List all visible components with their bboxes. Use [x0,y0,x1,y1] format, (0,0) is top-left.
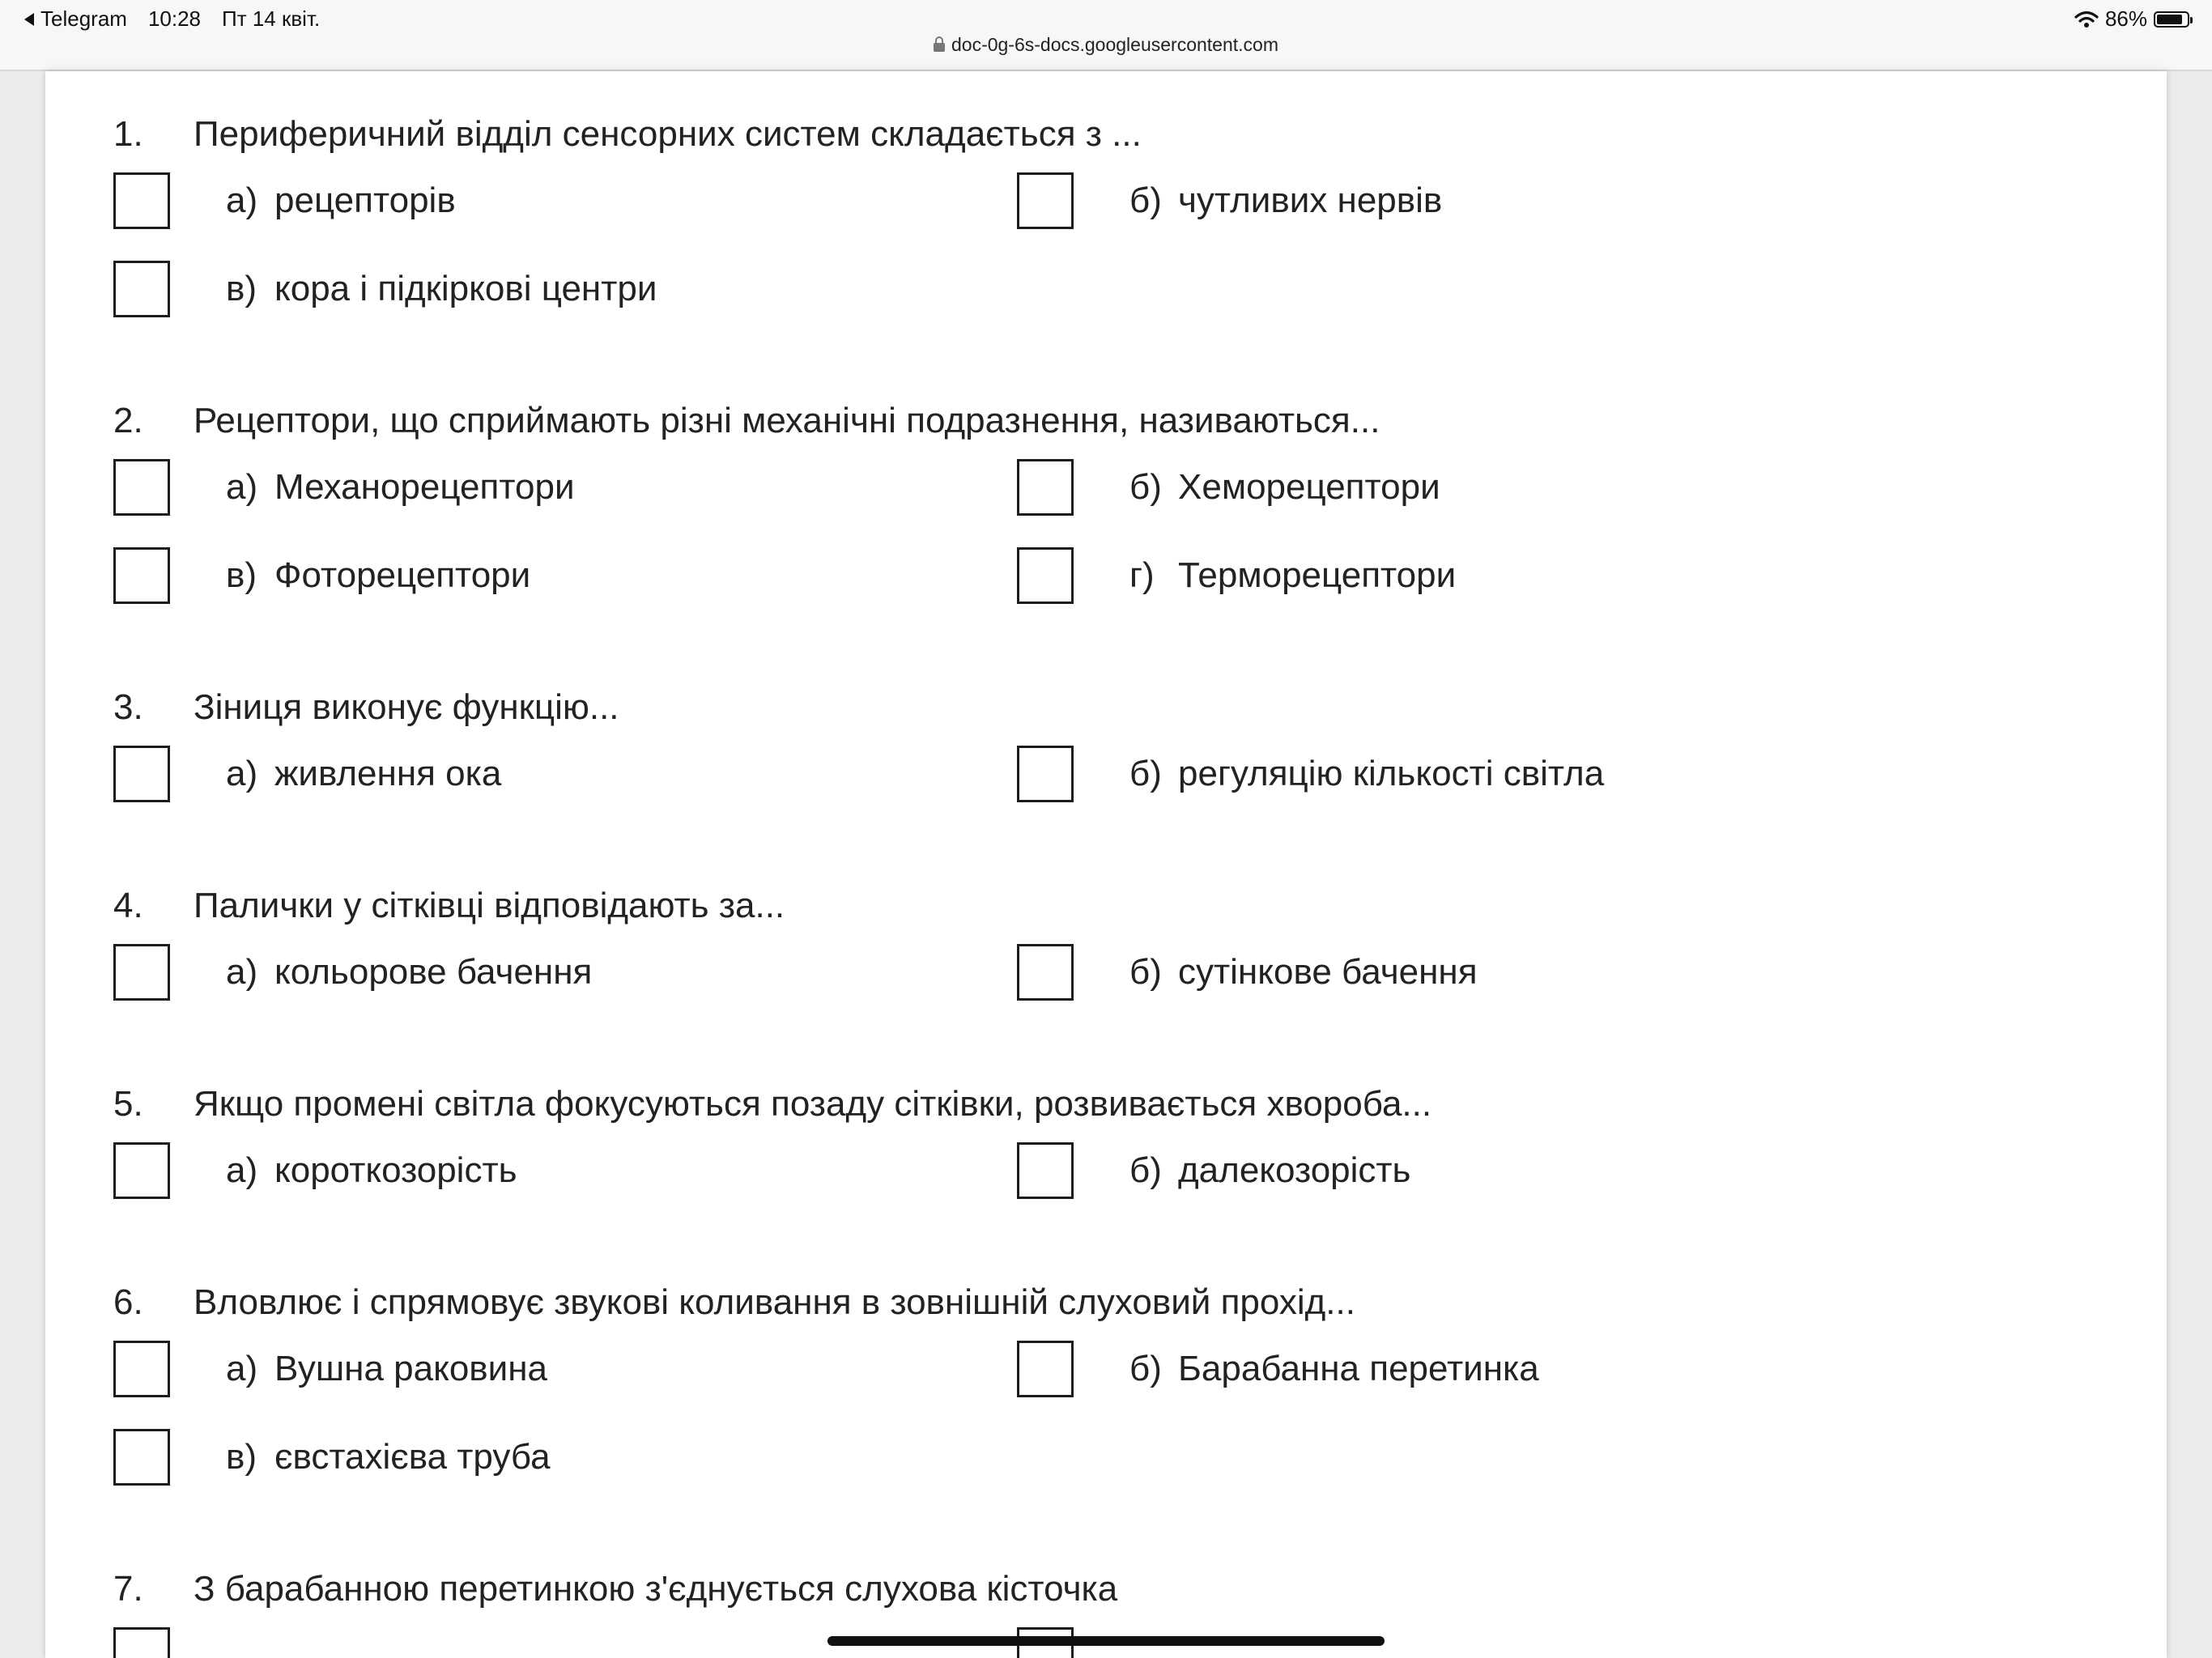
option-text: далекозорість [1178,1150,1411,1190]
question-title [45,679,2167,736]
option-letter: а) [226,952,258,992]
options-row [45,934,2167,1022]
option-text: рецепторів [274,181,456,220]
options-row [45,251,2167,339]
question-text: Вловлює і спрямовує звукові коливання в зовнішній слуховий прохід... [194,1282,1355,1322]
option-checkbox[interactable] [113,746,170,802]
question-title [45,1076,2167,1133]
question-text: Палички у сітківці відповідають за... [194,886,785,925]
question-2 [45,393,2167,626]
option-checkbox[interactable] [113,1429,170,1486]
question-6 [45,1274,2167,1507]
options-row [45,736,2167,824]
status-bar-right [2074,6,2189,32]
option-letter: а) [226,1150,258,1190]
back-arrow-icon[interactable] [24,13,34,26]
battery-fill [2157,15,2182,24]
question-4 [45,878,2167,1022]
question-text: Рецептори, що сприймають різні механічні подразнення, називаються... [194,401,1380,440]
question-text: З барабанною перетинкою з'єднується слухова кісточка [194,1569,1118,1609]
options-row [45,1331,2167,1419]
option-text: кора і підкіркові центри [274,269,657,308]
question-title [45,106,2167,163]
wifi-icon [2074,11,2099,28]
battery-icon [2154,11,2189,28]
question-text: Зіниця виконує функцію... [194,687,619,727]
question-number: 6. [113,1282,143,1322]
option-text: Фоторецептори [274,555,531,595]
option-text: євстахієва труба [274,1437,551,1477]
question-title [45,1274,2167,1331]
option-text: регуляцію кількості світла [1178,754,1605,793]
option-letter: г) [1129,555,1155,595]
address-bar[interactable] [0,34,2212,56]
option-letter: б) [1129,467,1162,507]
option-text: Хеморецептори [1178,467,1440,507]
options-row [45,163,2167,251]
option-letter: в) [226,555,257,595]
options-row [45,1419,2167,1507]
document-page [45,71,2167,1658]
question-text: Якщо промені світла фокусуються позаду сітківки, розвивається хвороба... [194,1084,1432,1124]
option-letter: б) [1129,1349,1162,1388]
option-checkbox[interactable] [113,261,170,317]
status-date: Пт 14 квіт. [222,6,321,31]
lock-icon [934,43,945,52]
option-checkbox[interactable] [113,1341,170,1397]
question-number: 3. [113,687,143,727]
option-letter: а) [226,467,258,507]
question-title [45,1561,2167,1618]
option-checkbox[interactable] [113,459,170,516]
url-text: doc-0g-6s-docs.googleusercontent.com [951,34,1278,55]
option-letter: в) [226,269,257,308]
option-checkbox[interactable] [113,172,170,229]
question-number: 5. [113,1084,143,1124]
option-text: Механорецептори [274,467,575,507]
option-text: чутливих нервів [1178,181,1443,220]
options-row [45,538,2167,626]
question-1 [45,106,2167,339]
browser-top-bar [0,0,2212,71]
option-text: живлення ока [274,754,502,793]
option-text: Терморецептори [1178,555,1457,595]
options-row [45,449,2167,538]
option-letter: а) [226,181,258,220]
question-number: 4. [113,886,143,925]
option-checkbox[interactable] [1017,944,1074,1001]
option-letter: б) [1129,754,1162,793]
options-row [45,1133,2167,1221]
status-bar-left [24,6,320,32]
question-title [45,878,2167,934]
option-checkbox[interactable] [1017,172,1074,229]
option-text: сутінкове бачення [1178,952,1478,992]
back-to-app-label[interactable]: Telegram [40,6,127,31]
option-checkbox[interactable] [1017,1341,1074,1397]
option-checkbox[interactable] [113,944,170,1001]
question-text: Периферичний відділ сенсорних систем складається з ... [194,114,1142,154]
option-checkbox[interactable] [1017,1142,1074,1199]
option-text: кольорове бачення [274,952,593,992]
option-checkbox[interactable] [113,1142,170,1199]
option-checkbox[interactable] [1017,547,1074,604]
option-letter: б) [1129,1150,1162,1190]
option-letter: а) [226,754,258,793]
battery-percent: 86% [2104,6,2147,31]
option-letter: б) [1129,181,1162,220]
option-checkbox[interactable] [113,547,170,604]
question-5 [45,1076,2167,1221]
option-letter: в) [226,1437,257,1477]
question-3 [45,679,2167,824]
option-checkbox[interactable] [1017,459,1074,516]
option-checkbox[interactable] [113,1627,170,1658]
option-letter: а) [226,1349,258,1388]
question-number: 1. [113,114,143,154]
battery-tip [2190,17,2193,23]
option-text: короткозорість [274,1150,517,1190]
status-time: 10:28 [147,6,202,31]
option-text: Вушна раковина [274,1349,548,1388]
option-text: Барабанна перетинка [1178,1349,1539,1388]
option-checkbox[interactable] [1017,746,1074,802]
question-title [45,393,2167,449]
home-indicator[interactable] [827,1636,1385,1646]
question-number: 7. [113,1569,143,1609]
question-number: 2. [113,401,143,440]
option-letter: б) [1129,952,1162,992]
